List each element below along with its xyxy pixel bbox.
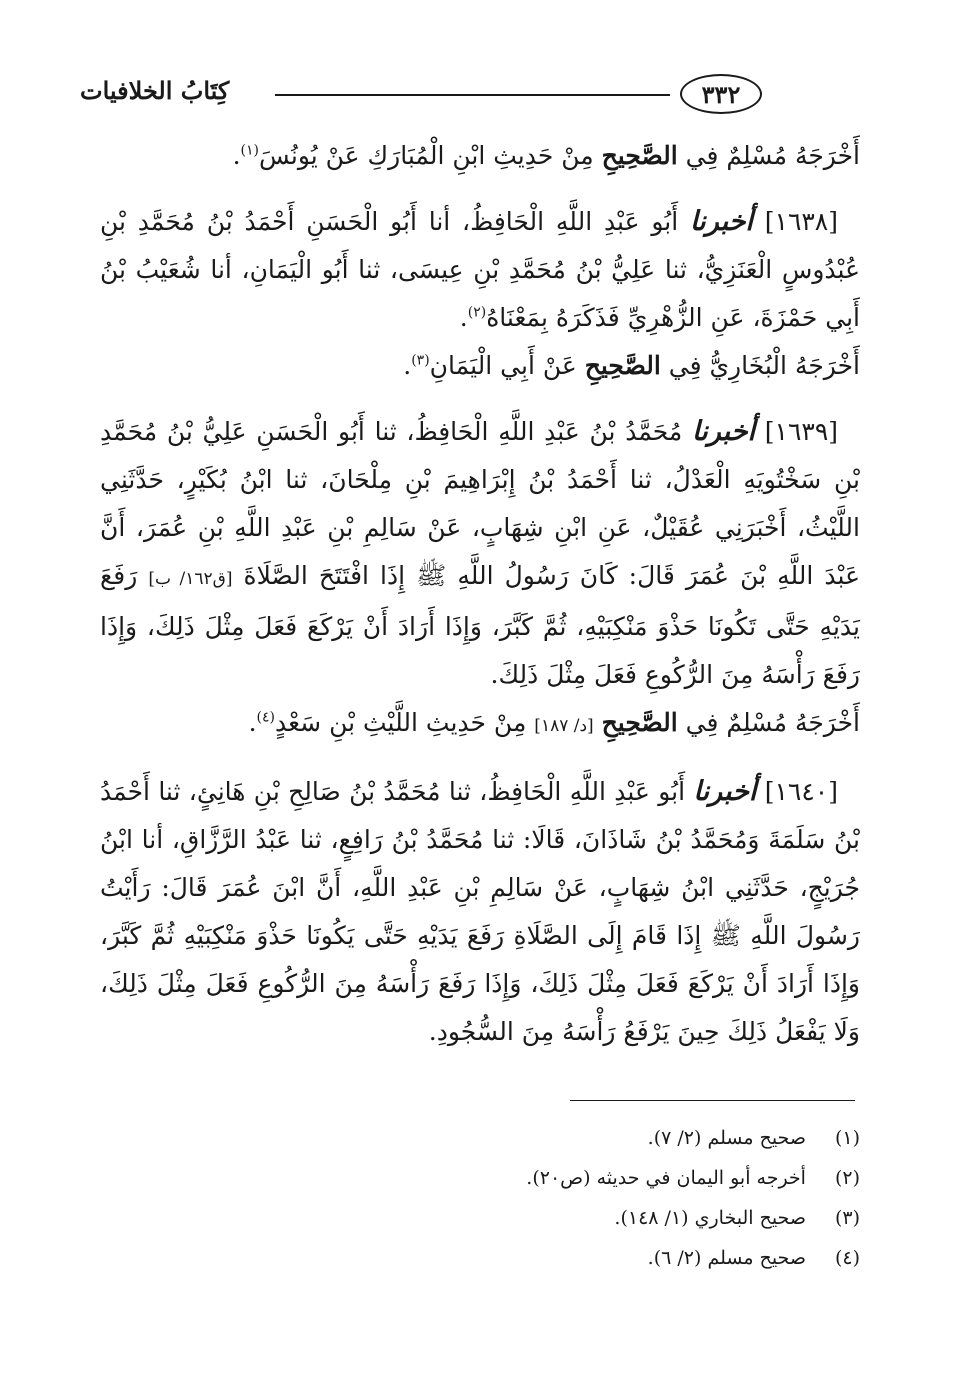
takhrij-paragraph-1 (100, 132, 860, 180)
sentence-end: . (459, 303, 468, 332)
footnote-ref[interactable]: (١) (240, 142, 259, 159)
hadith-text: أَبُو عَبْدِ اللَّهِ الْحَافِظُ، ثنا مُحَمَّدُ بْنُ صَالِحِ بْنِ هَانِئٍ، ثنا أَحْمَدُ بْنُ سَلَمَةَ وَمُحَمَّدُ بْنُ شَاذَانَ، قَالَا: ثنا مُحَمَّدُ بْنُ رَافِعٍ، ثنا عَبْدُ الرَّزَّاقِ، أنا ابْنُ جُرَيْجٍ، حَدَّثَنِي ابْنُ شِهَابٍ، عَنْ سَالِمِ بْنِ عَبْدِ اللَّهِ، أَنَّ ابْنَ عُمَرَ قَالَ: رَأَيْتُ رَسُولَ اللَّهِ ﷺ إِذَا قَامَ إِلَى الصَّلَاةِ رَفَعَ يَدَيْهِ حَتَّى يَكُونَا حَذْوَ مَنْكِبَيْهِ ثُمَّ كَبَّرَ، وَإِذَا أَرَادَ أَنْ يَرْكَعَ فَعَلَ مِثْلَ ذَلِكَ، وَإِذَا رَفَعَ رَأْسَهُ مِنَ الرُّكُوعِ فَعَلَ مِثْلَ ذَلِكَ، وَلَا يَفْعَلُ ذَلِكَ حِينَ يَرْفَعُ رَأْسَهُ مِنَ السُّجُودِ. (100, 777, 860, 1046)
manuscript-marker: [د/ ١٨٧] (534, 716, 594, 736)
sentence-end: . (232, 141, 241, 170)
footnote-text: صحيح البخاري (١/ ١٤٨). (614, 1207, 806, 1229)
hadith-text: مُحَمَّدُ بْنُ عَبْدِ اللَّهِ الْحَافِظُ، ثنا أَبُو الْحَسَنِ عَلِيُّ بْنُ مُحَمَّدِ بْنِ سَخْتُويَهِ الْعَدْلُ، ثنا أَحْمَدُ بْنُ إِبْرَاهِيمَ بْنِ مِلْحَانَ، ثنا ابْنُ بُكَيْرٍ، حَدَّثَنِي اللَّيْثُ، أَخْبَرَنِي عُقَيْلٌ، عَنِ ابْنِ شِهَابٍ، عَنْ سَالِمِ بْنِ عَبْدِ اللَّهِ بْنِ عُمَرَ، أَنَّ عَبْدَ اللَّهِ بْنَ عُمَرَ قَالَ: كَانَ رَسُولُ اللَّهِ ﷺ إِذَا افْتَتَحَ الصَّلَاةَ (100, 417, 860, 590)
takhrij-text: أَخْرَجَهُ الْبُخَارِيُّ فِي (660, 351, 860, 380)
footnote-number: (٢) (834, 1167, 860, 1189)
sahih-word: الصَّحِيحِ (601, 141, 678, 170)
footnote-item (100, 1118, 860, 1158)
footnote-item (100, 1158, 860, 1198)
header-rule (275, 94, 670, 96)
hadith-1640 (100, 768, 860, 1056)
main-text (100, 132, 860, 1056)
takhrij-paragraph-3 (100, 699, 860, 750)
footnote-number: (١) (834, 1127, 860, 1149)
footnote-text: صحيح مسلم (٢/ ٧). (647, 1127, 806, 1149)
footnote-ref[interactable]: (٣) (411, 352, 430, 369)
footnote-number: (٣) (834, 1207, 860, 1229)
footnote-item (100, 1238, 860, 1278)
akhbarana-word: أخبرنا (692, 416, 756, 447)
hadith-text: رَفَعَ يَدَيْهِ حَتَّى تَكُونَا حَذْوَ مَنْكِبَيْهِ، ثُمَّ كَبَّرَ، وَإِذَا أَرَادَ أَنْ يَرْكَعَ فَعَلَ مِثْلَ ذَلِكَ، وَإِذَا رَفَعَ رَأْسَهُ مِنَ الرُّكُوعِ فَعَلَ مِثْلَ ذَلِكَ. (100, 561, 860, 689)
hadith-number: [١٦٤٠] (764, 777, 838, 806)
hadith-number: [١٦٣٩] (764, 417, 839, 446)
takhrij-text: عَنْ أَبِي الْيَمَانِ (429, 351, 585, 380)
footnote-text: أخرجه أبو اليمان في حديثه (ص٢٠). (526, 1167, 806, 1189)
page-number: ٣٣٢ (680, 74, 762, 114)
sentence-end: . (248, 708, 257, 737)
takhrij-text: أَخْرَجَهُ مُسْلِمٌ فِي (677, 141, 860, 170)
takhrij-paragraph-2 (100, 342, 860, 390)
sahih-word: الصَّحِيحِ (584, 351, 661, 380)
hadith-number: [١٦٣٨] (764, 207, 838, 236)
hadith-1638 (100, 198, 860, 342)
footnote-text: صحيح مسلم (٢/ ٦). (647, 1247, 806, 1269)
footnote-ref[interactable]: (٢) (467, 304, 487, 321)
sahih-word: الصَّحِيحِ (601, 708, 678, 737)
takhrij-text: مِنْ حَدِيثِ اللَّيْثِ بْنِ سَعْدٍ (275, 708, 535, 737)
page-header (80, 70, 870, 120)
takhrij-text: مِنْ حَدِيثِ ابْنِ الْمُبَارَكِ عَنْ يُونُسَ (259, 141, 602, 170)
takhrij-text: أَخْرَجَهُ مُسْلِمٌ فِي (677, 708, 860, 737)
book-title: كِتَابُ الخلافيات (80, 76, 230, 105)
footnote-item (100, 1198, 860, 1238)
akhbarana-word: أخبرنا (693, 776, 757, 807)
manuscript-marker: [ق١٦٢/ ب] (148, 569, 233, 589)
footnote-separator (570, 1100, 855, 1101)
sentence-end: . (403, 351, 412, 380)
akhbarana-word: أخبرنا (689, 206, 753, 237)
footnotes (100, 1118, 860, 1278)
hadith-1639 (100, 408, 860, 699)
footnote-number: (٤) (834, 1247, 860, 1269)
footnote-ref[interactable]: (٤) (256, 709, 275, 726)
hadith-text: أَبُو عَبْدِ اللَّهِ الْحَافِظُ، أنا أَبُو الْحَسَنِ أَحْمَدُ بْنُ مُحَمَّدِ بْنِ عُبْدُوسٍ الْعَنَزِيُّ، ثنا عَلِيُّ بْنُ مُحَمَّدِ بْنِ عِيسَى، ثنا أَبُو الْيَمَانِ، أنا شُعَيْبُ بْنُ أَبِي حَمْزَةَ، عَنِ الزُّهْرِيِّ فَذَكَرَهُ بِمَعْنَاهُ (100, 207, 860, 332)
